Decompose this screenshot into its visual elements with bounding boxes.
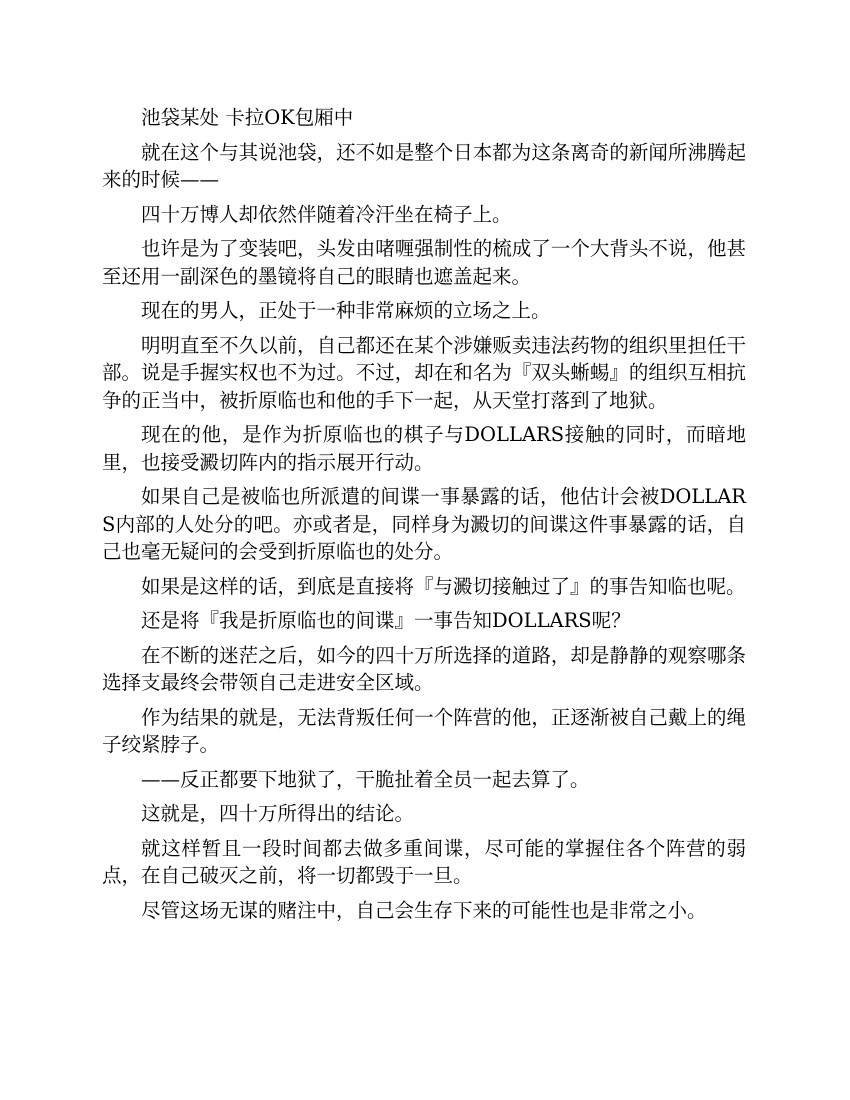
paragraph-16: 尽管这场无谋的赌注中，自己会生存下来的可能性也是非常之小。 (141, 898, 707, 922)
paragraph-8: 如果自己是被临也所派遣的间谍一事暴露的话，他估计会被DOLLARS内部的人处分的吧。亦或者是，同样身为澱切的间谍这件事暴露的话，自己也毫无疑问的会受到折原临也的处分。 (102, 485, 746, 563)
paragraph-14: 这就是，四十万所得出的结论。 (141, 802, 415, 825)
paragraph-12: 作为结果的就是，无法背叛任何一个阵营的他，正逐渐被自己戴上的绳子绞紧脖子。 (102, 705, 746, 756)
paragraph-6: 明明直至不久以前，自己都还在某个涉嫌贩卖违法药物的组织里担任干部。说是手握实权也不为过。不过，却在和名为『双头蜥蜴』的组织互相抗争的正当中，被折原临也和他的手下一起，从天堂打落到了地狱。 (102, 333, 746, 412)
paragraph-1: 池袋某处 卡拉OK包厢中 (141, 106, 354, 129)
paragraph-13: ——反正都要下地狱了，干脆扯着全员一起去算了。 (141, 767, 590, 791)
paragraph-2: 就在这个与其说池袋，还不如是整个日本都为这条离奇的新闻所沸腾起来的时候—— (102, 140, 746, 191)
paragraph-9: 如果是这样的话，到底是直接将『与澱切接触过了』的事告知临也呢。 (141, 574, 746, 598)
paragraph-4: 也许是为了变装吧，头发由啫喱强制性的梳成了一个大背头不说，他甚至还用一副深色的墨镜将自己的眼睛也遮盖起来。 (102, 237, 746, 288)
paragraph-10: 还是将『我是折原临也的间谍』一事告知DOLLARS呢？ (141, 609, 631, 632)
paragraph-5: 现在的男人，正处于一种非常麻烦的立场之上。 (141, 299, 551, 322)
paragraph-11: 在不断的迷茫之后，如今的四十万所选择的道路，却是静静的观察哪条选择支最终会带领自己走进安全区域。 (102, 643, 746, 694)
paragraph-7: 现在的他，是作为折原临也的棋子与DOLLARS接触的同时，而暗地里，也接受澱切阵内的指示展开行动。 (102, 423, 746, 474)
paragraph-15: 就这样暂且一段时间都去做多重间谍，尽可能的掌握住各个阵营的弱点，在自己破灭之前，将一切都毁于一旦。 (102, 836, 746, 887)
paragraph-3: 四十万博人却依然伴随着冷汗坐在椅子上。 (141, 202, 512, 226)
